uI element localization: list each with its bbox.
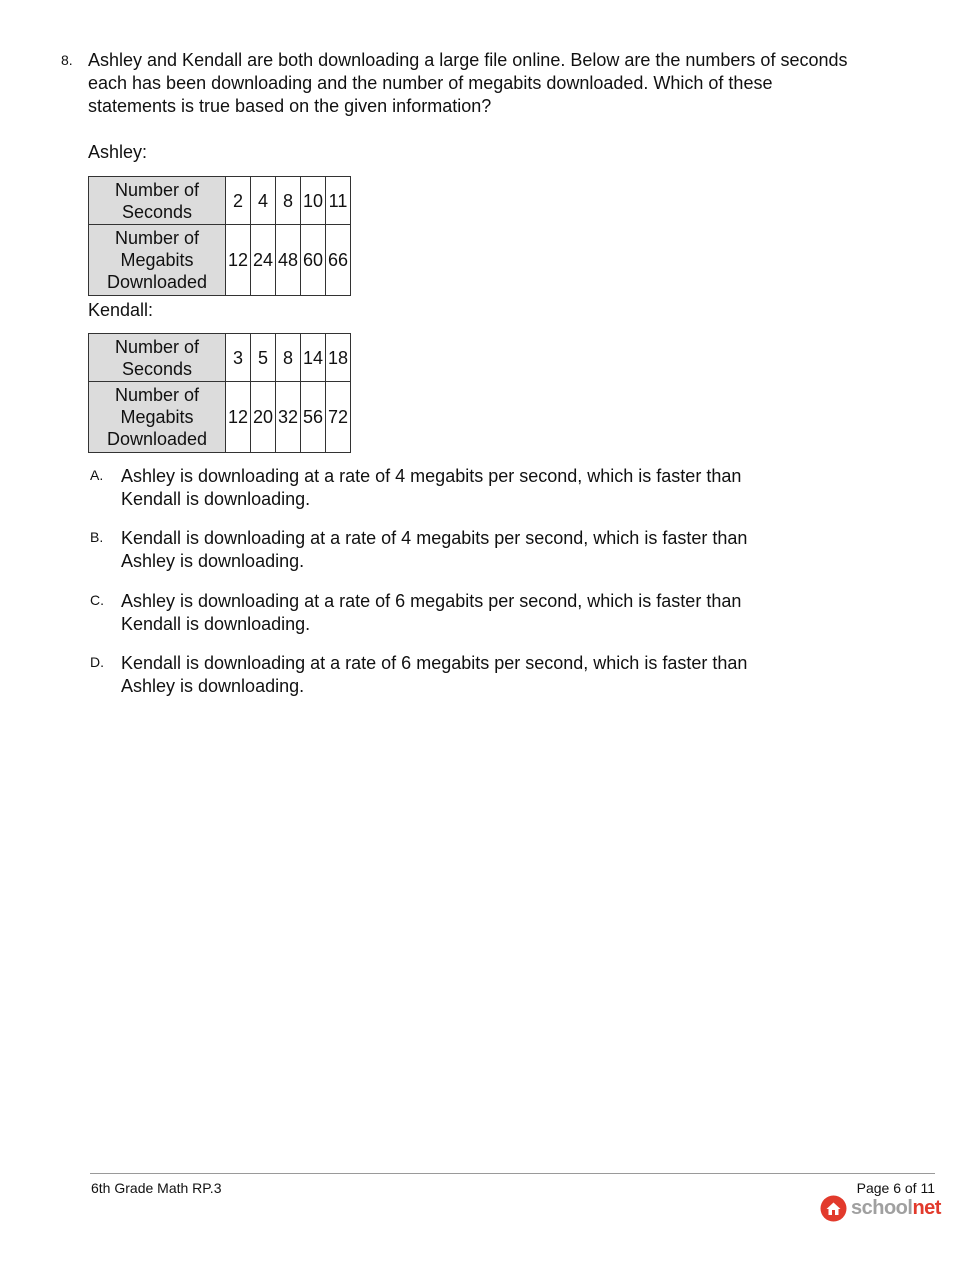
- footer-course: 6th Grade Math RP.3: [91, 1180, 222, 1196]
- table-row: [89, 177, 351, 225]
- house-icon: [820, 1195, 847, 1222]
- table-cell: 2: [226, 177, 251, 225]
- table-cell: 48: [276, 225, 301, 296]
- table-row: [89, 225, 351, 296]
- table-cell: 18: [326, 334, 351, 382]
- table-cell: 5: [251, 334, 276, 382]
- table-cell: 3: [226, 334, 251, 382]
- ashley-table: [88, 176, 351, 296]
- table-cell: 60: [301, 225, 326, 296]
- table-cell: 14: [301, 334, 326, 382]
- table-cell: 8: [276, 177, 301, 225]
- row-header: Number of Megabits Downloaded: [89, 382, 226, 453]
- choice-text: Kendall is downloading at a rate of 4 megabits per second, which is faster than Ashley is downloading.: [121, 528, 748, 571]
- kendall-table: [88, 333, 351, 453]
- choice-letter: D.: [90, 654, 104, 670]
- table-cell: 72: [326, 382, 351, 453]
- table-cell: 12: [226, 225, 251, 296]
- choice-text: Ashley is downloading at a rate of 6 megabits per second, which is faster than Kendall is downloading.: [121, 591, 742, 634]
- row-header: Number of Seconds: [89, 177, 226, 225]
- table-cell: 12: [226, 382, 251, 453]
- table-cell: 20: [251, 382, 276, 453]
- footer-divider: [90, 1173, 935, 1174]
- choice-text: Kendall is downloading at a rate of 6 megabits per second, which is faster than Ashley is downloading.: [121, 653, 748, 696]
- logo-wordmark: schoolnet: [851, 1196, 941, 1219]
- schoolnet-logo: [820, 1193, 941, 1223]
- choice-letter: A.: [90, 467, 104, 483]
- row-header: Number of Megabits Downloaded: [89, 225, 226, 296]
- kendall-label: Kendall:: [88, 300, 154, 320]
- choice-letter: C.: [90, 592, 104, 608]
- row-header: Number of Seconds: [89, 334, 226, 382]
- question-stem: Ashley and Kendall are both downloading a large file online. Below are the numbers of seconds each has been downloading and the number of megabits downloaded. Which of these statements is true based on the given information?: [88, 50, 848, 116]
- ashley-label: Ashley:: [88, 142, 148, 162]
- table-cell: 11: [326, 177, 351, 225]
- choice-text: Ashley is downloading at a rate of 4 megabits per second, which is faster than Kendall is downloading.: [121, 466, 742, 509]
- table-cell: 24: [251, 225, 276, 296]
- footer-page-number: Page 6 of 11: [856, 1180, 935, 1196]
- table-row: [89, 334, 351, 382]
- choice-letter: B.: [90, 529, 104, 545]
- table-cell: 66: [326, 225, 351, 296]
- table-row: [89, 382, 351, 453]
- table-cell: 8: [276, 334, 301, 382]
- table-cell: 10: [301, 177, 326, 225]
- table-cell: 4: [251, 177, 276, 225]
- table-cell: 32: [276, 382, 301, 453]
- question-number: 8.: [61, 52, 73, 68]
- table-cell: 56: [301, 382, 326, 453]
